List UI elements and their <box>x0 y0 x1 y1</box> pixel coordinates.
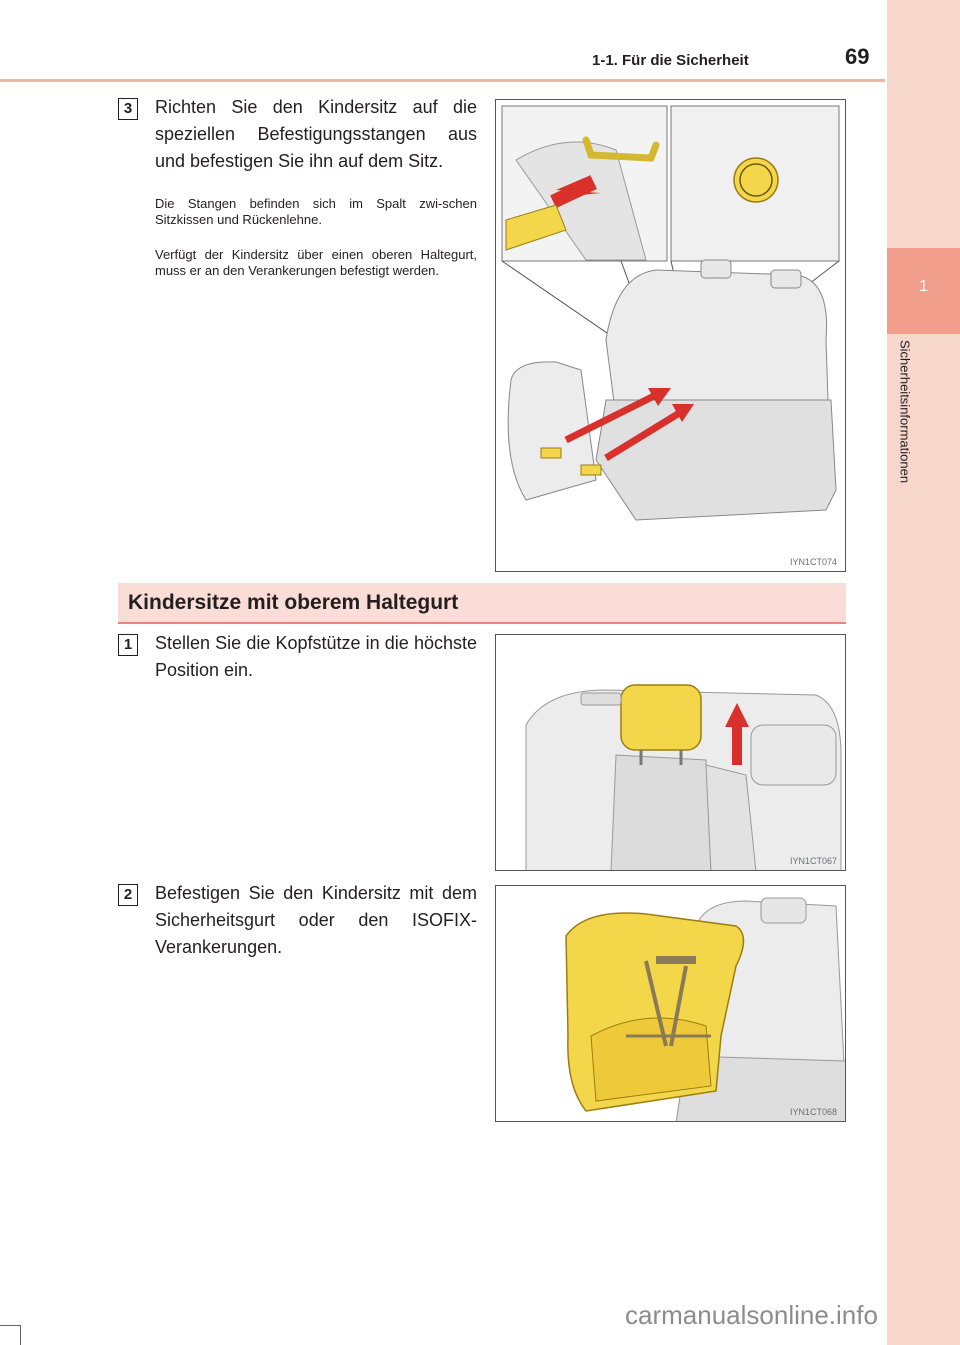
crop-mark <box>20 1325 21 1345</box>
isofix-figure <box>495 99 846 572</box>
note: Die Stangen befinden sich im Spalt zwi-schen Sitzkissen und Rückenlehne. <box>155 196 477 227</box>
section-heading-rule <box>118 622 846 624</box>
section-title: 1-1. Für die Sicherheit <box>592 52 749 69</box>
figure-code: IYN1CT068 <box>789 1107 837 1117</box>
figure-code: IYN1CT067 <box>789 856 837 866</box>
step-text: Befestigen Sie den Kindersitz mit dem Sicherheitsgurt oder den ISOFIX-Verankerungen. <box>155 883 477 957</box>
page-number: 69 <box>845 44 870 69</box>
side-tab <box>887 0 960 1345</box>
note: Verfügt der Kindersitz über einen oberen Haltegurt, muss er an den Verankerungen befestigt werden. <box>155 247 477 278</box>
header-rule <box>0 79 885 82</box>
isofix-illustration <box>496 100 846 572</box>
chapter-label: Sicherheitsinformationen <box>897 340 913 484</box>
figure-code: IYN1CT074 <box>789 557 837 567</box>
step-text: Stellen Sie die Kopfstütze in die höchste Position ein. <box>155 633 477 680</box>
step-badge: 2 <box>118 884 138 906</box>
step-text: Richten Sie den Kindersitz auf die speziellen Befestigungsstangen aus und befestigen Sie ihn auf dem Sitz. <box>155 97 477 171</box>
section-heading: Kindersitze mit oberem Haltegurt <box>128 591 459 614</box>
headrest-illustration <box>496 635 846 871</box>
chapter-number: 1 <box>919 278 928 295</box>
child-seat-figure <box>495 885 846 1122</box>
headrest-figure <box>495 634 846 871</box>
child-seat-illustration <box>496 886 846 1122</box>
step-badge: 1 <box>118 634 138 656</box>
watermark: carmanualsonline.info <box>625 1300 878 1330</box>
crop-mark <box>0 1325 20 1326</box>
step-badge: 3 <box>118 98 138 120</box>
